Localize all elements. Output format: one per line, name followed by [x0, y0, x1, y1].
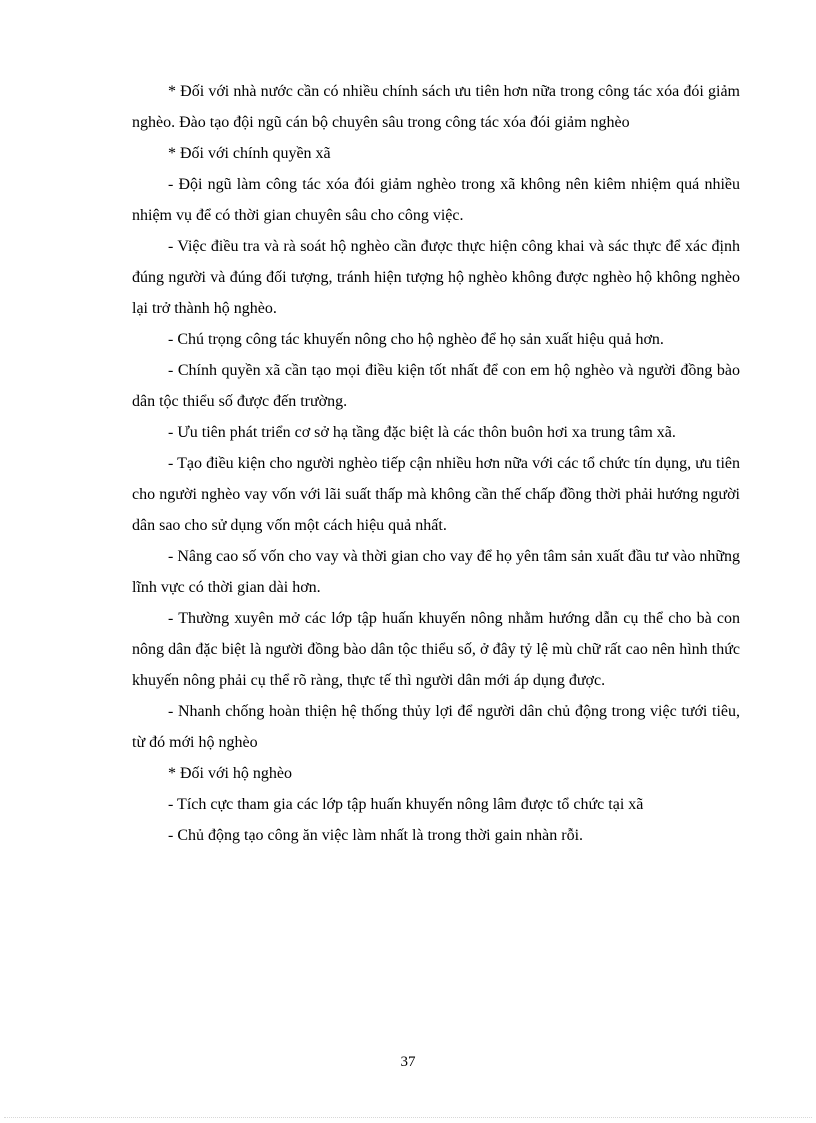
paragraph-loans: - Nâng cao số vốn cho vay và thời gian cho vay để họ yên tâm sản xuất đầu tư vào những lĩnh vực có thời gian dài hơn.	[132, 548, 740, 596]
paragraph-extension: - Chú trọng công tác khuyến nông cho hộ nghèo để họ sản xuất hiệu quả hơn.	[168, 331, 664, 348]
paragraph-infrastructure: - Ưu tiên phát triển cơ sở hạ tầng đặc biệt là các thôn buôn hơi xa trung tâm xã.	[168, 424, 676, 441]
heading-poor-households: * Đối với hộ nghèo	[168, 765, 293, 782]
paragraph-irrigation: - Nhanh chống hoàn thiện hệ thống thủy lợi để người dân chủ động trong việc tưới tiêu, từ đó mới hộ nghèo	[132, 703, 740, 751]
paragraph-training: - Thường xuyên mở các lớp tập huấn khuyến nông nhằm hướng dẫn cụ thể cho bà con nông dân đặc biệt là người đồng bào dân tộc thiểu số, ở đây tỷ lệ mù chữ rất cao nên hình thức khuyến nông phải cụ thể rõ ràng, thực tế thì người dân mới áp dụng được.	[132, 610, 740, 689]
paragraph-participation: - Tích cực tham gia các lớp tập huấn khuyến nông lâm được tổ chức tại xã	[168, 796, 644, 813]
paragraph-education: - Chính quyền xã cần tạo mọi điều kiện tốt nhất để con em hộ nghèo và người đồng bào dân tộc thiểu số được đến trường.	[132, 362, 740, 410]
paragraph-state-policy: * Đối với nhà nước cần có nhiều chính sách ưu tiên hơn nữa trong công tác xóa đói giảm nghèo. Đào tạo đội ngũ cán bộ chuyên sâu trong công tác xóa đói giảm nghèo	[132, 83, 740, 131]
paragraph-employment: - Chủ động tạo công ăn việc làm nhất là trong thời gain nhàn rỗi.	[168, 827, 584, 844]
page-number: 37	[400, 1054, 416, 1070]
paragraph-staff: - Đội ngũ làm công tác xóa đói giảm nghèo trong xã không nên kiêm nhiệm quá nhiều nhiệm vụ để có thời gian chuyên sâu cho công việc.	[132, 176, 740, 224]
page-bottom-divider	[4, 1117, 812, 1118]
paragraph-credit: - Tạo điều kiện cho người nghèo tiếp cận nhiều hơn nữa với các tổ chức tín dụng, ưu tiên cho người nghèo vay vốn với lãi suất thấp mà không cần thế chấp đồng thời phải hướng người dân sao cho sử dụng vốn một cách hiệu quả nhất.	[132, 455, 740, 534]
document-body	[132, 76, 740, 851]
heading-commune-government: * Đối với chính quyền xã	[168, 145, 331, 162]
paragraph-survey: - Việc điều tra và rà soát hộ nghèo cần được thực hiện công khai và sác thực để xác định đúng người và đúng đối tượng, tránh hiện tượng hộ nghèo không được nghèo hộ không nghèo lại trở thành hộ nghèo.	[132, 238, 740, 317]
